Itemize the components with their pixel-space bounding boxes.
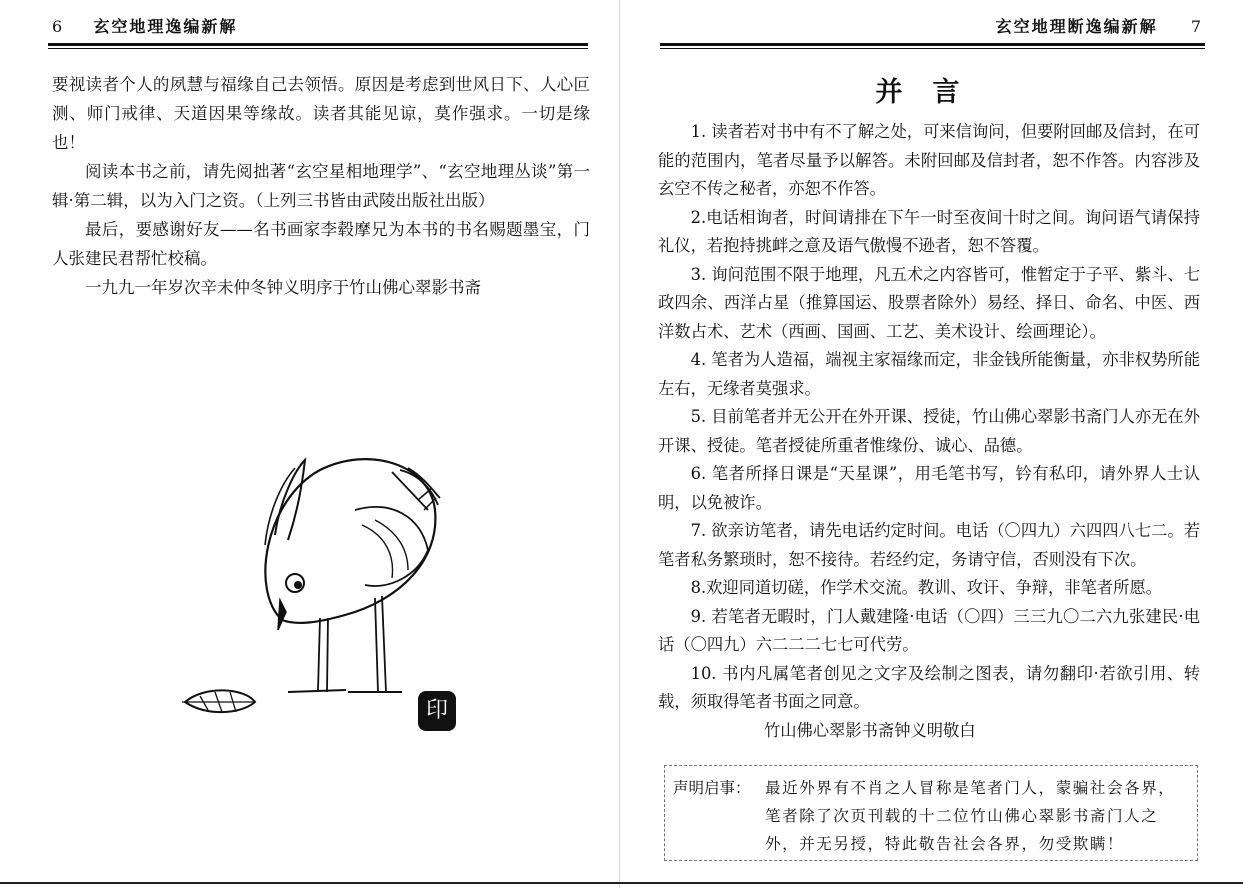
left-paragraph-3: 最后，要感谢好友——名书画家李毂摩兄为本书的书名赐题墨宝，门人张建民君帮忙校稿。 [52, 220, 590, 268]
notice-item-6: 6. 笔者所择日课是“天星课”，用毛笔书写，钤有私印，请外界人士认明，以免被诈。 [658, 464, 1200, 512]
seal-stamp [418, 691, 456, 731]
page-gutter [619, 0, 620, 888]
notice-item-7: 7. 欲亲访笔者，请先电话约定时间。电话（〇四九）六四四八七二。若笔者私务繁琐时，恕不接待。若经约定，务请守信，否则没有下次。 [658, 521, 1200, 569]
notice-item-9: 9. 若笔者无暇时，门人戴建隆·电话（〇四）三三九〇二六九张建民·电话（〇四九）六二二二七七可代劳。 [658, 606, 1200, 654]
left-page-header [52, 14, 237, 37]
notice-item-2: 2.电话相询者，时间请排在下午一时至夜间十时之间。询问语气请保持礼仪，若抱持挑衅之意及语气傲慢不逊者，恕不答覆。 [658, 207, 1200, 255]
declaration-label: 声明启事： [673, 779, 751, 797]
right-page [622, 0, 1243, 888]
declaration-text: 最近外界有不肖之人冒称是笔者门人，蒙骗社会各界，笔者除了次页刊载的十二位竹山佛心翠影书斋门人之外，并无另授，特此敬告社会各界，勿受欺瞒！ [765, 779, 1176, 853]
right-signature: 竹山佛心翠影书斋钟义明敬白 [763, 720, 976, 740]
left-header-rule [48, 43, 588, 46]
notice-item-1: 1. 读者若对书中有不了解之处，可来信询问，但要附回邮及信封，在可能的范围内，笔者尽量予以解答。未附回邮及信封者，恕不作答。内容涉及玄空不传之秘者，亦恕不作答。 [658, 122, 1200, 198]
notice-item-5: 5. 目前笔者并无公开在外开课、授徒，竹山佛心翠影书斋门人亦无在外开课、授徒。笔者授徒所重者惟缘份、诚心、品德。 [658, 407, 1200, 455]
right-header-rule [660, 43, 1205, 46]
seal-text: 印 [425, 698, 448, 723]
notice-item-4: 4. 笔者为人造福，端视主家福缘而定，非金钱所能衡量，亦非权势所能左右，无缘者莫强求。 [658, 350, 1200, 398]
left-running-head: 玄空地理逸编新解 [93, 17, 238, 36]
notice-item-8: 8.欢迎同道切磋，作学术交流。教训、攻讦、争辩，非笔者所愿。 [690, 578, 1163, 597]
right-running-head: 玄空地理断逸编新解 [995, 17, 1158, 36]
declaration-box [664, 765, 1198, 861]
right-page-number: 7 [1190, 17, 1201, 36]
left-page-number: 6 [52, 17, 63, 36]
left-page [0, 0, 618, 888]
notice-item-10: 10. 书内凡属笔者创见之文字及绘制之图表，请勿翻印·若欲引用、转载，须取得笔者书面之同意。 [658, 663, 1200, 711]
page-title: 并言 [875, 77, 990, 108]
left-paragraph-2: 阅读本书之前，请先阅拙著“玄空星相地理学”、“玄空地理丛谈”第一辑·第二辑，以为入门之资。（上列三书皆由武陵出版社出版） [52, 162, 590, 210]
left-body [52, 70, 590, 302]
right-header-rule-thin [660, 48, 1205, 49]
bottom-border [0, 882, 1243, 884]
left-paragraph-1: 要视读者个人的夙慧与福缘自己去领悟。原因是考虑到世风日下、人心叵测、师门戒律、天道因果等缘故。读者其能见谅，莫作强求。一切是缘也！ [52, 75, 590, 152]
right-body [658, 118, 1200, 745]
notice-item-3: 3. 询问范围不限于地理，凡五术之内容皆可，惟暂定于子平、紫斗、七政四余、西洋占星（推算国运、股票者除外）易经、择日、命名、中医、西洋数占术、艺术（西画、国画、工艺、美术设计、绘画理论）。 [658, 264, 1200, 341]
left-signature: 一九九一年岁次辛未仲冬钟义明序于竹山佛心翠影书斋 [85, 278, 481, 297]
left-header-rule-thin [48, 48, 588, 49]
right-page-header [996, 14, 1201, 37]
